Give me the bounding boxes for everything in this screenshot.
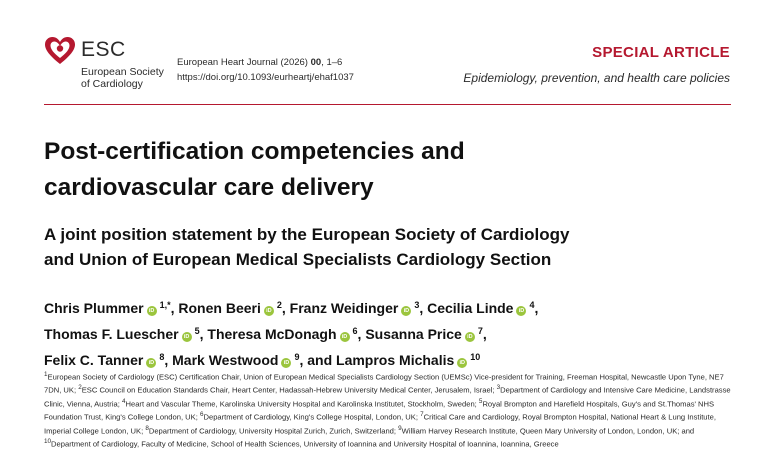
author-name: Chris Plummer <box>44 300 144 316</box>
orcid-icon[interactable]: iD <box>465 332 475 342</box>
affiliation-text: Department of Cardiology and Intensive Care Medicine, Landstrasse Clinic, Vienna, Austria; <box>44 385 731 409</box>
author-name: Lampros Michalis <box>336 352 455 368</box>
affiliation-text: Heart and Vascular Theme, Karolinska University Hospital and Karolinska Institutet, Stockholm, Sweden; <box>125 399 479 409</box>
author-separator: , <box>482 326 487 342</box>
article-subtitle <box>44 222 734 272</box>
article-header <box>0 0 774 105</box>
author-separator: , <box>164 352 173 368</box>
logo-acronym: ESC <box>81 38 126 61</box>
affiliation-number: 3 <box>496 384 501 392</box>
author-separator: , <box>419 300 428 316</box>
orcid-icon[interactable]: iD <box>146 358 156 368</box>
affiliation-text: Department of Cardiology, Faculty of Medicine, School of Health Sciences, University of Ioannina and University Hospital of Ioannina, Ioannina, Greece <box>51 439 559 449</box>
author-affiliation-ref[interactable]: 1,* <box>159 300 171 310</box>
title-line-1: Post-certification competencies and <box>44 138 465 165</box>
author-name: Felix C. Tanner <box>44 352 144 368</box>
author-affiliation-ref[interactable]: 2 <box>276 300 282 310</box>
esc-logo[interactable] <box>44 36 164 96</box>
author-affiliation-ref[interactable]: 8 <box>159 352 165 362</box>
author-affiliation-ref[interactable]: 5 <box>194 326 200 336</box>
author-separator: , <box>357 326 366 342</box>
affiliation-number: 9 <box>398 424 402 432</box>
author-separator: , <box>281 300 290 316</box>
author-entry <box>207 326 365 342</box>
author-entry <box>178 300 289 316</box>
affiliation-number: 10 <box>44 438 52 446</box>
affiliation-number: 8 <box>145 424 149 432</box>
orcid-icon[interactable]: iD <box>281 358 291 368</box>
logo-name-line1: European Society <box>81 66 164 78</box>
author-name: Mark Westwood <box>172 352 279 368</box>
journal-doi-link[interactable]: https://doi.org/10.1093/eurheartj/ehaf1037 <box>177 72 354 83</box>
title-line-2: cardiovascular care delivery <box>44 174 374 201</box>
author-affiliation-ref[interactable]: 6 <box>352 326 358 336</box>
affiliation-text: European Society of Cardiology (ESC) Certification Chair, Union of European Medical Specialists Cardiology Section (UEMSc) Vice-president for Training, Freeman Hospital, Newcastle Upon Tyne, NE7 7DN, UK; <box>44 372 724 395</box>
subtitle-line-2: and Union of European Medical Specialists Cardiology Section <box>44 250 552 269</box>
author-separator: , <box>199 326 208 342</box>
author-affiliation-ref[interactable]: 10 <box>470 352 481 362</box>
orcid-icon[interactable]: iD <box>147 306 157 316</box>
orcid-icon[interactable]: iD <box>264 306 274 316</box>
journal-volume: 00 <box>310 57 322 68</box>
affiliation-text: Department of Cardiology, King's College Hospital, London, UK; <box>203 412 421 422</box>
author-name: Ronen Beeri <box>178 300 261 316</box>
author-entry <box>44 300 178 316</box>
author-affiliation-ref[interactable]: 4 <box>529 300 535 310</box>
logo-society-name <box>81 66 164 90</box>
orcid-icon[interactable]: iD <box>516 306 526 316</box>
author-name: Thomas F. Luescher <box>44 326 179 342</box>
orcid-icon[interactable]: iD <box>457 358 467 368</box>
author-list <box>44 294 744 372</box>
author-name: Susanna Price <box>365 326 462 342</box>
orcid-icon[interactable]: iD <box>182 332 192 342</box>
heart-logo-icon <box>44 36 76 66</box>
header-divider <box>44 104 731 105</box>
affiliation-text: Department of Cardiology, University Hospital Zurich, Zurich, Switzerland; <box>148 426 399 436</box>
orcid-icon[interactable]: iD <box>401 306 411 316</box>
affiliation-number: 1 <box>44 371 48 378</box>
author-entry <box>44 326 207 342</box>
orcid-icon[interactable]: iD <box>340 332 350 342</box>
journal-pages: , 1–6 <box>321 57 343 68</box>
affiliation-text: Royal Brompton and Harefield Hospitals, Guy's and St.Thomas' NHS Foundation Trust, King's College London, UK; <box>44 399 715 422</box>
author-entry <box>290 300 427 316</box>
author-separator: , <box>170 300 179 316</box>
author-entry <box>44 352 172 368</box>
affiliation-number: 5 <box>478 397 483 405</box>
author-entry <box>365 326 486 342</box>
logo-name-line2: of Cardiology <box>81 78 143 90</box>
journal-citation <box>177 55 354 70</box>
affiliation-number: 6 <box>199 411 204 419</box>
affiliation-number: 2 <box>78 384 82 392</box>
author-entry <box>336 352 480 368</box>
author-entry <box>427 300 538 316</box>
article-type-label: SPECIAL ARTICLE <box>592 44 730 61</box>
subtitle-line-1: A joint position statement by the European Society of Cardiology <box>44 225 570 244</box>
affiliation-number: 7 <box>420 411 424 419</box>
author-separator: , and <box>299 352 337 368</box>
author-name: Franz Weidinger <box>289 300 399 316</box>
author-affiliation-ref[interactable]: 9 <box>294 352 300 362</box>
author-name: Cecilia Linde <box>427 300 514 316</box>
affiliation-text: ESC Council on Education Standards Chair, Heart Center, Hadassah-Hebrew University Medical Center, Jerusalem, Israel; <box>81 385 497 395</box>
affiliation-text: William Harvey Research Institute, Queen Mary University of London, London, UK; and <box>401 426 695 436</box>
affiliations-list <box>44 370 734 451</box>
article-title <box>44 134 724 206</box>
author-affiliation-ref[interactable]: 3 <box>414 300 420 310</box>
author-affiliation-ref[interactable]: 7 <box>477 326 483 336</box>
author-entry <box>172 352 336 368</box>
article-category: Epidemiology, prevention, and health care policies <box>463 71 730 85</box>
journal-name: European Heart Journal (2026) <box>177 57 308 68</box>
affiliation-number: 4 <box>121 397 126 405</box>
author-name: Theresa McDonagh <box>207 326 337 342</box>
author-separator: , <box>534 300 539 316</box>
journal-info <box>177 55 354 85</box>
affiliation-text: Critical Care and Cardiology, Royal Brompton Hospital, National Heart & Lung Institute, Imperial College London, UK; <box>44 412 716 436</box>
